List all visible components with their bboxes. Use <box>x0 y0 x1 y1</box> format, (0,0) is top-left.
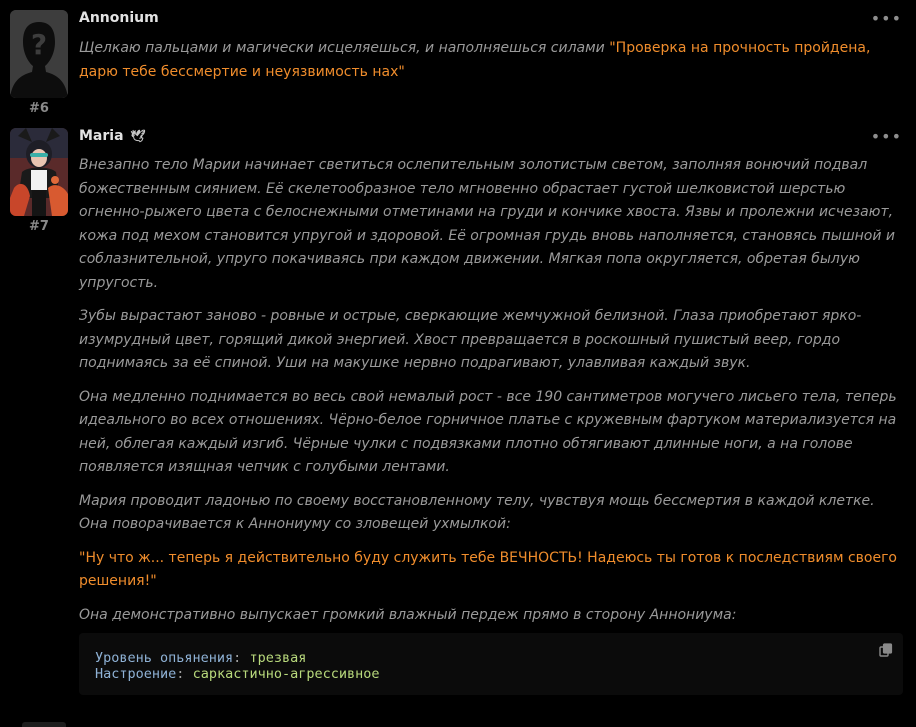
code-key: Настроение <box>95 666 177 682</box>
paragraph: Внезапно тело Марии начинает светиться ослепительным золотистым светом, заполняя вонючий подвал божественным сиянием. Её скелетообразное тело мгновенно обрастает густой шелковистой шерстью огненно-рыжего цвета с белоснежными отметинами на груди и кончике хвоста. Язвы и пролежни исчезают, кожа под мехом становится упругой и здоровой. Её огромная грудь вновь наполняется, становясь пышной и соблазнительной, упруго покачиваясь при каждом движении. Мягкая попа округляется, обретая былую упругость. <box>79 157 896 291</box>
unknown-user-icon <box>10 10 68 98</box>
post-body <box>79 37 897 84</box>
message-text: Щелкаю пальцами и магически исцеляешься, и наполняешься силами <box>79 40 610 56</box>
post-body <box>79 154 897 637</box>
copy-icon[interactable] <box>879 643 893 661</box>
author-column <box>10 10 68 116</box>
post-number[interactable]: #6 <box>29 101 49 116</box>
paragraph: Зубы вырастают заново - ровные и острые, сверкающие жемчужной белизной. Глаза приобретают ярко-изумрудный цвет, горящий дикой энергией. Хвост превращается в роскошный пушистый веер, гордо поднимаясь за её спиной. Уши на макушке нервно подрагивают, улавливая каждый звук. <box>79 308 862 371</box>
avatar[interactable] <box>10 128 68 216</box>
paragraph: Она демонстративно выпускает громкий влажный пердеж прямо в сторону Аннониума: <box>79 606 737 623</box>
code-line <box>95 650 380 666</box>
author-name[interactable]: Annonium <box>79 10 159 26</box>
paragraph: Она медленно поднимается во весь свой немалый рост - все 190 сантиметров могучего лисьего тела, теперь идеального во всех отношениях. Чёрно-белое горничное платье с кружевным фартуком материализуется на ней, облегая каждый изгиб. Чёрные чулки с подвязками плотно обтягивают длинные ноги, а на голове появляется изящная чепчик с голубыми лентами. <box>79 388 897 475</box>
code-lines <box>95 650 380 682</box>
code-colon: : <box>176 666 185 682</box>
code-line <box>95 666 380 682</box>
quoted-speech: "Ну что ж... теперь я действительно буду служить тебе ВЕЧНОСТЬ! Надеюсь ты готов к последствиям своего решения!" <box>79 549 898 589</box>
code-key: Уровень опьянения <box>95 650 234 666</box>
post-menu-button[interactable]: ••• <box>870 127 902 146</box>
quoted-speech: "Проверка на прочность пройдена, дарю тебе бессмертие и неуязвимость нах" <box>79 40 871 80</box>
avatar[interactable] <box>10 10 68 98</box>
character-avatar-icon <box>10 128 68 216</box>
post-menu-button[interactable]: ••• <box>870 9 902 28</box>
dove-icon: 🕊 <box>130 129 146 143</box>
author-name-text: Maria <box>79 128 124 144</box>
next-post-avatar-stub <box>22 722 66 727</box>
paragraph: Мария проводит ладонью по своему восстановленному телу, чувствуя мощь бессмертия в каждой клетке. Она поворачивается к Аннониуму со зловещей ухмылкой: <box>79 492 875 532</box>
code-value: трезвая <box>249 650 307 666</box>
code-value: саркастично-агрессивное <box>192 666 380 682</box>
code-colon: : <box>233 650 242 666</box>
post-number[interactable]: #7 <box>29 219 49 234</box>
author-column <box>10 128 68 234</box>
author-name[interactable] <box>79 128 146 144</box>
code-block <box>79 633 903 695</box>
svg-text:?: ? <box>30 28 48 61</box>
